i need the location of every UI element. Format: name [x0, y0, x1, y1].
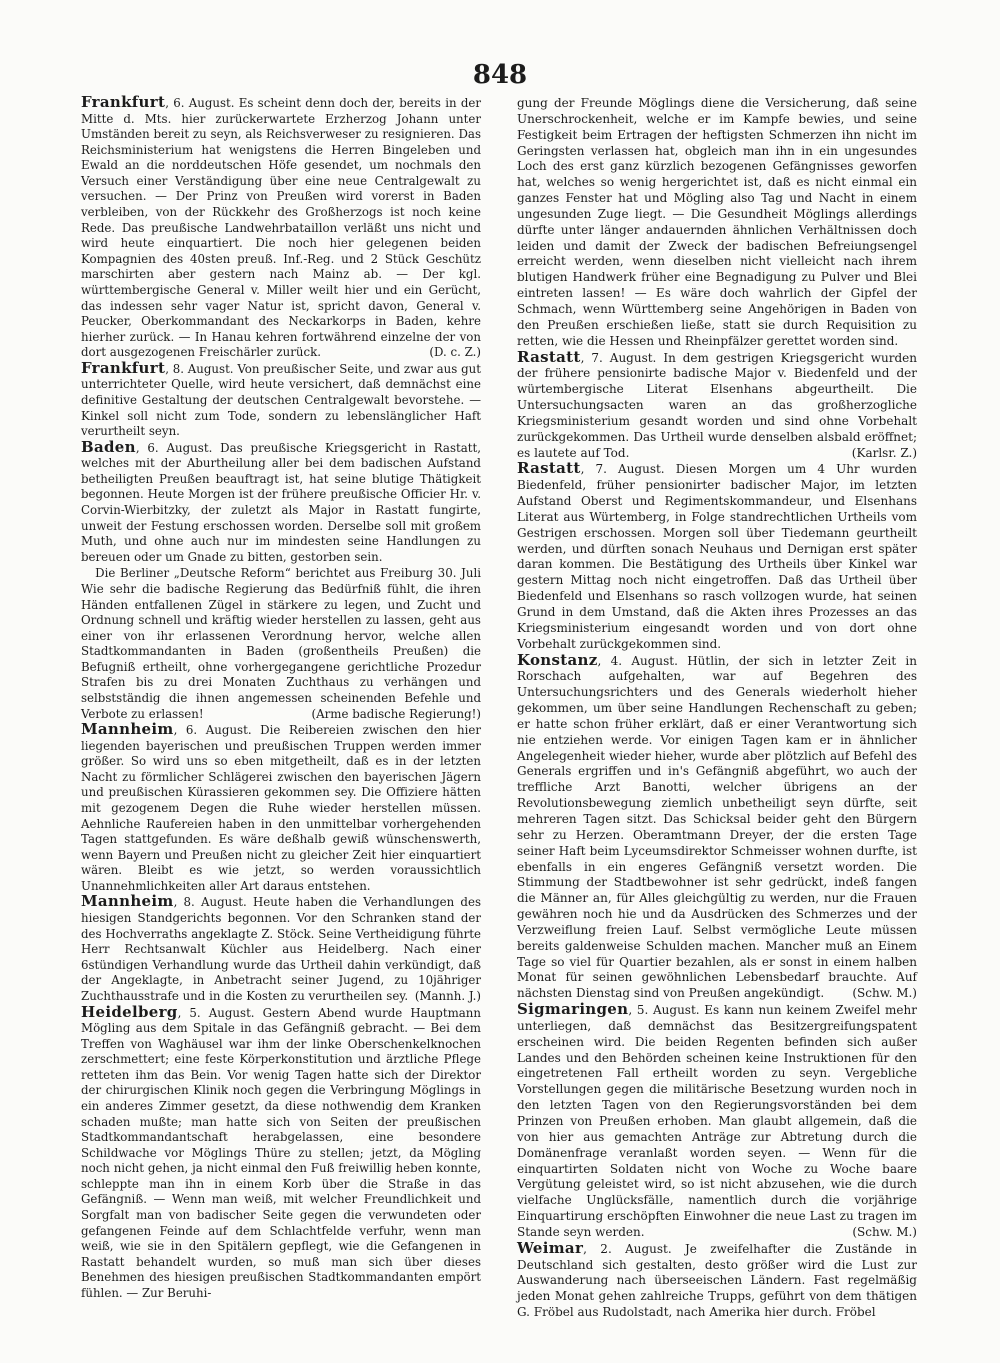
article-text: , 5. August. Gestern Abend wurde Hauptmann Mögling aus dem Spitale in das Gefängniß gebracht. — Bei dem Treffen von Waghäusel war ihm der linke Oberschenkelknochen zerschmettert; eine feste Körperkonstitution und ärztliche Pflege retteten ihm das Bein. Vor wenig Tagen hatte sich der Direktor der chirurgischen Klinik noch gegen die Verbringung Möglings in ein anderes Zimmer gesetzt, da diese nothwendig dem Kranken schaden mußte; man hatte sich von Seiten der preußischen Stadtkommandantschaft herabgelassen, eine besondere Schildwache vor Möglings Thüre zu stellen; jetzt, da Mögling noch nicht gehen, ja nicht einmal den Fuß freiwillig heben konnte, schleppte man ihn in einem Korb über die Straße in das Gefängniß. — Wenn man weiß, mit welcher Freundlichkeit und Sorgfalt man von badischer Seite gegen die verwundeten oder gefangenen Feinde auf dem Schlachtfelde verfuhr, wenn man weiß, wie sie in den Spitälern gepflegt, wie die Gefangenen in Rastatt behandelt wurden, so muß man sich über dieses Benehmen des hiesigen preußischen Stadtkommandanten empört fühlen. — Zur Beruhi-	[81, 1005, 481, 1300]
dateline: Rastatt	[517, 347, 581, 366]
article-text: gung der Freunde Möglings diene die Versicherung, daß seine Unerschrockenheit, welche er im Kampfe bewies, und seine Festigkeit beim Ertragen der heftigsten Schmerzen ihn nicht im Geringsten verlassen hat, obgleich man ihn in ein ungesundes Loch des erst ganz kürzlich bezogenen Gefängnisses geworfen hat, welches so wenig hergerichtet ist, daß es nicht einmal ein ganzes Fenster hat und Mögling also Tag und Nacht in einem ungesunden Zuge liegt. — Die Gesundheit Möglings allerdings dürfte unter länger andauernden ähnlichen Verhältnissen doch leiden und damit der Zweck der badischen Befreiungsengel erreicht werden, wenn dieselben nicht vielleicht nach ihrem blutigen Handwerk früher eine Begnadigung zu Pulver und Blei eintreten lassen! — Es wäre doch wahrlich der Gipfel der Schmach, wenn Württemberg seine Angehörigen in Baden von den Preußen erschießen ließe, statt sie durch Requisition zu retten, wie die Hessen und Rheinpfälzer gerettet worden sind.	[517, 96, 917, 348]
article	[517, 461, 917, 652]
article	[517, 650, 917, 1003]
article	[81, 437, 481, 566]
dateline: Heidelberg	[81, 1002, 178, 1021]
article-text: , 8. August. Heute haben die Verhandlungen des hiesigen Standgerichts begonnen. Vor den Schranken stand der des Hochverraths angeklagte Z. Stöck. Seine Vertheidigung führte Herr Rechtsanwalt Küchler aus Heidelberg. Nach einer 6stündigen Verhandlung wurde das Urtheil dahin verkündigt, daß der Angeklagte, in Anbetracht seiner Jugend, zu 10jähriger Zuchthausstrafe und in die Kosten zu verurtheilen sey.	[81, 895, 481, 1003]
dateline: Konstanz	[517, 650, 598, 669]
dateline: Weimar	[517, 1238, 584, 1257]
dateline: Mannheim	[81, 720, 174, 739]
article-text: , 6. August. Das preußische Kriegsgericht in Rastatt, welches mit der Aburtheilung aller bei dem badischen Aufstand betheiligten Preußen beauftragt ist, hat seine blutige Thätigkeit begonnen. Heute Morgen ist der frühere preußische Officier Hr. v. Corvin-Wierbitzky, der zuletzt als Major in Rastatt fungirte, unweit der Festung erschossen worden. Derselbe soll mit großem Muth, und ohne auch nur im mindesten seine Handlungen zu bereuen oder um Gnade zu bitten, gestorben sein.	[81, 440, 481, 564]
dateline: Baden	[81, 437, 136, 456]
dateline: Frankfurt	[81, 358, 166, 377]
source-citation: (Mannh. J.)	[414, 988, 481, 1003]
article	[81, 722, 481, 894]
article-text: , 2. August. Je zweifelhafter die Zustände in Deutschland sich gestalten, desto größer wird die Lust zur Auswanderung nach überseeischen Ländern. Fast regelmäßig jeden Monat gehen zahlreiche Trupps, geführt von dem thätigen G. Fröbel aus Rudolstadt, nach Amerika hier durch. Fröbel	[517, 1241, 917, 1320]
article	[517, 1002, 917, 1241]
article	[517, 95, 917, 350]
article	[517, 347, 917, 462]
article-text: , 5. August. Es kann nun keinem Zweifel mehr unterliegen, daß demnächst das Besitzergreifungspatent erscheinen wird. Die beiden Regenten befinden sich außer Landes und den Behörden scheinen keine Instruktionen für den eingetretenen Fall ertheilt worden zu seyn. Vergebliche Vorstellungen gegen die militärische Besetzung wurden noch in den letzten Tagen von den Regierungsvorständen bei dem Prinzen von Preußen erhoben. Man glaubt allgemein, daß die von hier aus gemachten Anträge zur Abtretung durch die Domänenfrage veranlaßt worden seyen. — Wenn für die einquartirten Soldaten nicht von Woche zu Woche baare Vergütung geleistet wird, so ist nicht abzusehen, wie die durch vielfache Unglücksfälle, namentlich durch die vorjährige Einquartirung erschöpften Einwohner die neue Last zu tragen im Stande seyn werden.	[517, 1003, 917, 1239]
source-citation: (Schw. M.)	[852, 986, 917, 1001]
article-text: , 7. August. In dem gestrigen Kriegsgericht wurden der frühere pensionirte badische Major v. Biedenfeld und der würtembergische Literat Elsenhans abgeurtheilt. Die Untersuchungsacten waren an das großherzogliche Kriegsministerium gesandt worden und sind ohne Vorbehalt zurückgekommen. Das Urtheil wurde denselben alsbald eröffnet; es lautete auf Tod.	[517, 350, 917, 460]
article	[517, 1238, 917, 1321]
article-text: , 6. August. Es scheint denn doch der, bereits in der Mitte d. Mts. hier zurückerwartete Erzherzog Johann unter Umständen bereit zu seyn, als Reichsverweser zu resignieren. Das Reichsministerium hat wenigstens die Herren Bingeleben und Ewald an die norddeutschen Höfe gesendet, um nochmals den Versuch einer Verständigung über eine neue Centralgewalt zu versuchen. — Der Prinz von Preußen wird vorerst in Baden verbleiben, von der Rückkehr des Großherzogs ist noch keine Rede. Das preußische Landwehrbataillon verläßt uns nicht und wird heute einquartiert. Die noch hier gelegenen beiden Kompagnien des 40sten preuß. Inf.-Reg. und 2 Stück Geschütz marschirten aber gestern nach Mainz ab. — Der kgl. württembergische General v. Miller weilt hier und ein Gerücht, das indessen sehr vager Natur ist, spricht davon, General v. Peucker, Oberkommandant des Neckarkorps in Baden, kehre hierher zurück. — In Hanau kehren fortwährend einzelne der von dort ausgezogenen Freischärler zurück.	[81, 96, 481, 360]
dateline: Rastatt	[517, 459, 581, 478]
article-text: Die Berliner „Deutsche Reform“ berichtet aus Freiburg 30. Juli Wie sehr die badische Regierung das Bedürfniß fühlt, die ihren Händen entfallenen Zügel in stärkere zu legen, und Zucht und Ordnung schnell und kräftig wieder herstellen zu lassen, geht aus einer von ihr erlassenen Verordnung hervor, welche allen Stadtkommandanten in Baden (großentheils Preußen) die Befugniß ertheilt, ohne vorhergegangene gerichtliche Prozedur Strafen bis zu drei Monaten Zuchthaus zu verhängen und selbstständig die ihnen angemessen scheinenden Befehle und Verbote zu erlassen!	[81, 566, 481, 721]
left-column	[81, 95, 481, 1302]
source-citation: (Karlsr. Z.)	[851, 445, 917, 460]
article-text: , 6. August. Die Reibereien zwischen den hier liegenden bayerischen und preußischen Truppen werden immer größer. So wird uns so eben mitgetheilt, daß es in der letzten Nacht zu förmlicher Schlägerei zwischen den bayerischen Jägern und preußischen Kürassieren gekommen sey. Die Offiziere hätten mit gezogenem Degen die Ruhe wieder herstellen müssen. Aehnliche Raufereien haben in den unmittelbar vorhergehenden Tagen stattgefunden. Es wäre deßhalb gewiß wünschenswerth, wenn Bayern und Preußen nicht zu gleicher Zeit hier einquartiert wären. Bleibt es wie jetzt, so werden voraussichtlich Unannehmlichkeiten aller Art daraus entstehen.	[81, 723, 481, 893]
article	[81, 95, 481, 361]
dateline: Mannheim	[81, 892, 174, 911]
source-citation: (D. c. Z.)	[429, 345, 481, 360]
article	[81, 565, 481, 722]
article-text: , 7. August. Diesen Morgen um 4 Uhr wurden Biedenfeld, früher pensionirter badischer Major, im letzten Aufstand Oberst und Regimentskommandeur, und Elsenhans Literat aus Würtemberg, in Folge standrechtlichen Urtheils vom Gestrigen erschossen. Morgen soll über Tiedemann geurtheilt werden, und dürften sonach Neuhaus und Dernigan erst später daran kommen. Die Bestätigung des Urtheils über Kinkel war gestern Mittag noch nicht eingetroffen. Daß das Urtheil über Biedenfeld und Elsenhans so rasch vollzogen wurde, hat seinen Grund in dem Umstand, daß die Akten ihres Prozesses an das Kriegsministerium eingesandt worden und von dort ohne Vorbehalt zurückgekommen sind.	[517, 462, 917, 651]
dateline: Frankfurt	[81, 93, 166, 111]
article-text: , 4. August. Hütlin, der sich in letzter Zeit in Rorschach aufgehalten, war auf Begehren des Untersuchungsrichters und des Generals wiederholt hieher gekommen, um über seine Handlungen Rechenschaft zu geben; er hatte schon früher erklärt, daß er einer Verantwortung sich nie entziehen werde. Vor einigen Tagen kam er in ähnlicher Angelegenheit wieder hieher, wurde aber plötzlich auf Befehl des Generals ergriffen und in's Gefängniß abgeführt, wo auch der treffliche Arzt Banotti, welcher übrigens an der Revolutionsbewegung ziemlich unbetheiligt seyn dürfte, seit mehreren Tagen sitzt. Das Schicksal beider geht den Bürgern sehr zu Herzen. Oberamtmann Dreyer, der die ersten Tage seiner Haft beim Lyceumsdirektor Schmeisser wohnen durfte, ist ebenfalls in ein engeres Gefängniß versetzt worden. Die Stimmung der Stadtbewohner ist sehr gedrückt, indeß fangen die Männer an, für Alles gleichgültig zu werden, nur die Frauen gewähren noch hie und da Ausdrücken des Schmerzes und der Verzweiflung freien Lauf. Selbst vermögliche Leute müssen bereits galdenweise Schulden machen. Mancher muß an Einem Tage so viel für Quartier bezahlen, als er sonst in einem halben Monat für seinen gewöhnlichen Lebensbedarf brauchte. Auf nächsten Dienstag sind von Preußen angekündigt.	[517, 653, 917, 1001]
article-text: , 8. August. Von preußischer Seite, und zwar aus gut unterrichteter Quelle, wird heute versichert, daß demnächst eine definitive Gestaltung der deutschen Centralgewalt bevorstehe. — Kinkel soll nicht zum Tode, sondern zu lebenslänglicher Haft verurtheilt seyn.	[81, 361, 481, 439]
article	[81, 1002, 481, 1302]
right-column	[517, 95, 917, 1321]
article	[81, 358, 481, 440]
source-citation: (Schw. M.)	[852, 1224, 917, 1239]
dateline: Sigmaringen	[517, 1000, 629, 1019]
source-citation: (Arme badische Regierung!)	[311, 706, 481, 721]
page-number: 848	[472, 60, 528, 90]
article	[81, 894, 481, 1004]
